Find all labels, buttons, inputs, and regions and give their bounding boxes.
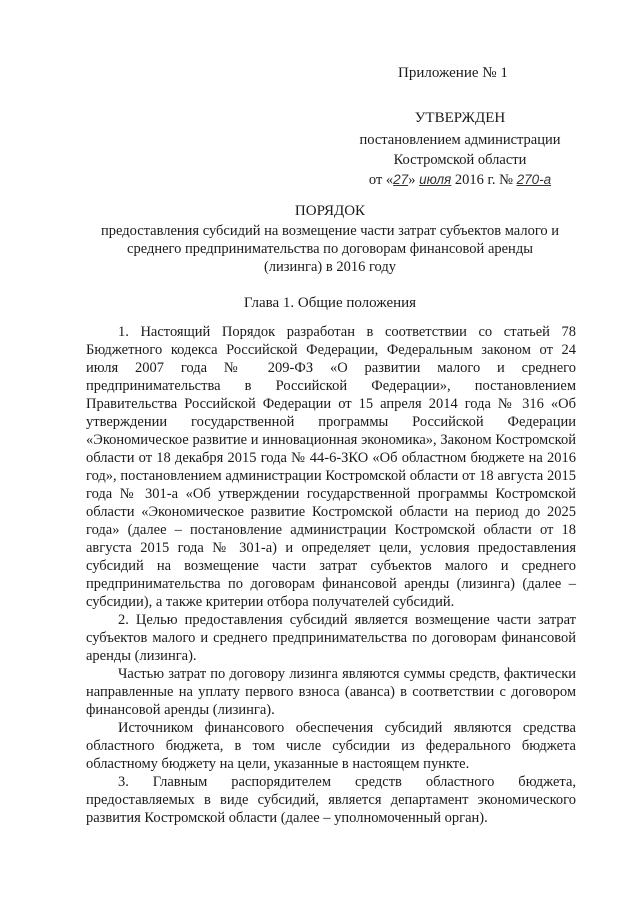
- approval-heading: УТВЕРЖДЕН: [414, 110, 506, 126]
- chapter-heading: Глава 1. Общие положения: [243, 295, 417, 311]
- date-prefix: от «: [368, 172, 394, 188]
- approval-date-line: [330, 170, 590, 190]
- paragraph-2: 2. Целью предоставления субсидий является возмещение части затрат субъектов малого и среднего предпринимательства по договорам финансовой аренды (лизинга).: [86, 612, 576, 664]
- document-body: [86, 323, 576, 827]
- appendix-label: Приложение № 1: [398, 65, 508, 81]
- document-title: ПОРЯДОК: [294, 203, 366, 219]
- handwritten-day: 27: [393, 172, 409, 187]
- handwritten-month: июля: [419, 172, 452, 187]
- approval-block: [330, 108, 590, 190]
- approval-line-1: постановлением администрации: [359, 132, 561, 148]
- approval-line-2: Костромской области: [393, 152, 527, 168]
- handwritten-number: 270-а: [516, 172, 552, 187]
- document-subtitle: предоставления субсидий на возмещение части затрат субъектов малого и среднего предпринимательства по договорам финансовой аренды (лизинга) в 2016 году: [100, 223, 560, 275]
- paragraph-1: 1. Настоящий Порядок разработан в соответствии со статьей 78 Бюджетного кодекса Российской Федерации, Федеральным законом от 24 июля 2007 года № 209-ФЗ «О развитии малого и среднего предпринимательства в Российской Федерации», постановлением Правительства Российской Федерации от 15 апреля 2014 года № 316 «Об утверждении государственной программы Российской Федерации «Экономическое развитие и инновационная экономика», Законом Костромской области от 18 декабря 2015 года № 44-6-ЗКО «Об областном бюджете на 2016 год», постановлением администрации Костромской области от 18 августа 2015 года № 301-а «Об утверждении государственной программы Костромской области «Экономическое развитие Костромской области на период до 2025 года» (далее – постановление администрации Костромской области от 18 августа 2015 года № 301-а) и определяет цели, условия предоставления субсидий на возмещение части затрат субъектов малого и среднего предпринимательства по договорам финансовой аренды (лизинга) (далее – субсидии), а также критерии отбора получателей субсидий.: [86, 324, 576, 610]
- paragraph-4: Источником финансового обеспечения субсидий являются средства областного бюджета, в том числе субсидии из федерального бюджета областному бюджету на цели, указанные в настоящем пункте.: [86, 720, 576, 772]
- date-year: 2016 г. №: [451, 172, 517, 188]
- paragraph-3: Частью затрат по договору лизинга являются суммы средств, фактически направленные на уплату первого взноса (аванса) в соответствии с договором финансовой аренды (лизинга).: [86, 666, 576, 718]
- date-mid: »: [408, 172, 420, 188]
- paragraph-5: 3. Главным распорядителем средств областного бюджета, предоставляемых в виде субсидий, является департамент экономического развития Костромской области (далее – уполномоченный орган).: [86, 774, 576, 826]
